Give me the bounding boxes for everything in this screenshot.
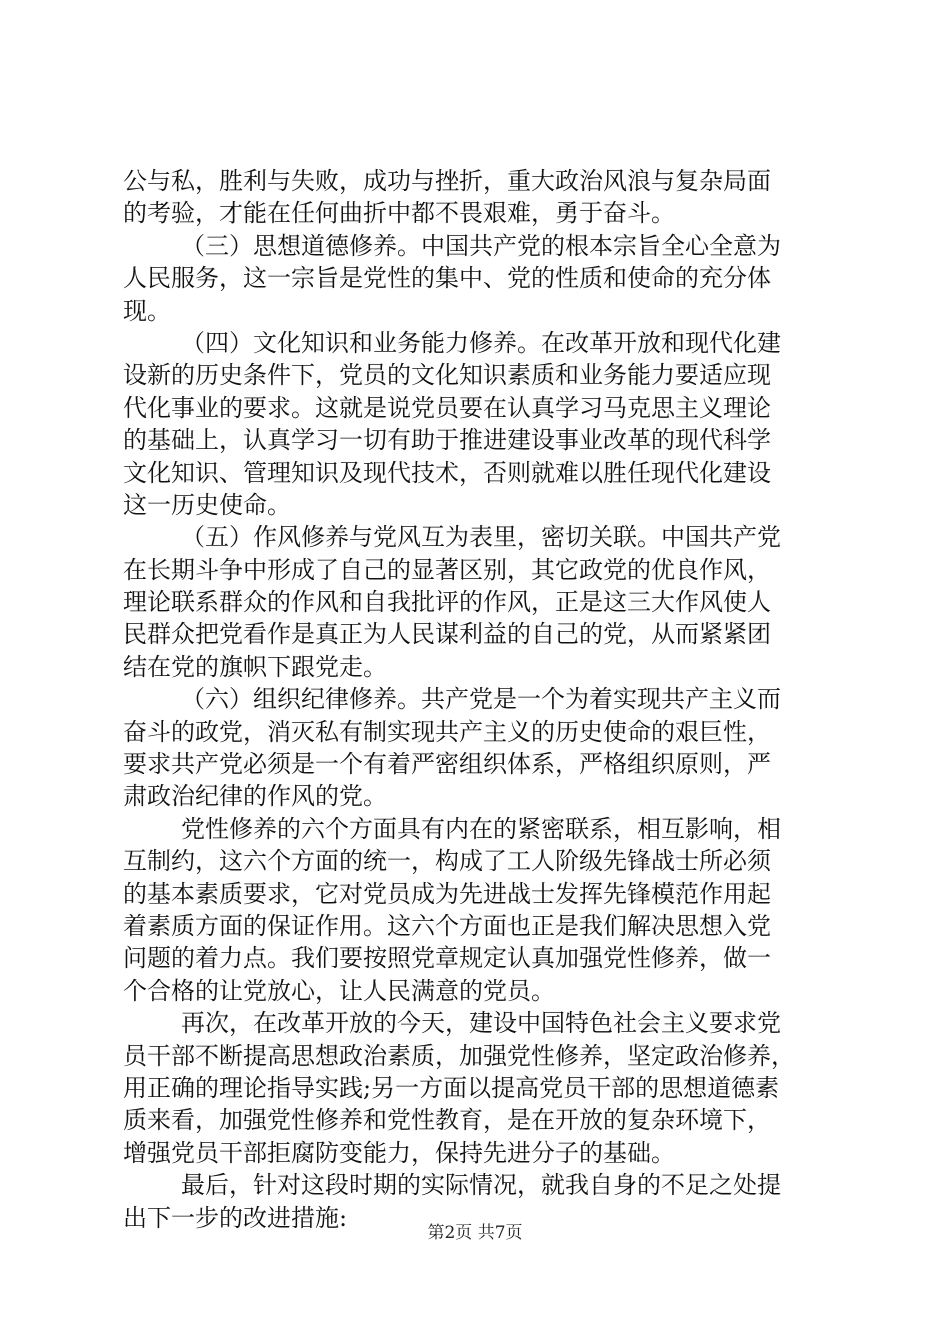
text-line: 现。 [123,296,171,325]
page-footer: 第2页 共7页 [427,1223,523,1243]
text-line: 最后，针对这段时期的实际情况，就我自身的不足之处提 [181,1171,781,1200]
text-line: 民群众把党看作是真正为人民谋利益的自己的党，从而紧紧团 [123,620,771,649]
text-line: 的基本素质要求，它对党员成为先进战士发挥先锋模范作用起 [123,879,771,908]
text-line: 在长期斗争中形成了自己的显著区别，其它政党的优良作风， [123,555,771,584]
text-line: 肃政治纪律的作风的党。 [123,782,387,811]
text-line: 理论联系群众的作风和自我批评的作风，正是这三大作风使人 [123,588,771,617]
text-line: 再次，在改革开放的今天，建设中国特色社会主义要求党 [181,1009,781,1038]
text-line: （五）作风修养与党风互为表里，密切关联。中国共产党 [181,523,781,552]
text-line: （四）文化知识和业务能力修养。在改革开放和现代化建 [181,328,781,357]
text-line: 人民服务，这一宗旨是党性的集中、党的性质和使命的充分体 [123,264,771,293]
text-line: 质来看，加强党性修养和党性教育，是在开放的复杂环境下， [123,1106,771,1135]
text-line: 文化知识、管理知识及现代技术，否则就难以胜任现代化建设 [123,458,771,487]
text-line: （三）思想道德修养。中国共产党的根本宗旨全心全意为 [181,231,781,260]
text-line: 问题的着力点。我们要按照党章规定认真加强党性修养，做一 [123,944,771,973]
text-line: 用正确的理论指导实践;另一方面以提高党员干部的思想道德素 [123,1073,780,1102]
text-line: 党性修养的六个方面具有内在的紧密联系，相互影响，相 [181,814,781,843]
text-line: 结在党的旗帜下跟党走。 [123,652,387,681]
text-line: 互制约，这六个方面的统一，构成了工人阶级先锋战士所必须 [123,847,771,876]
text-line: （六）组织纪律修养。共产党是一个为着实现共产主义而 [181,685,781,714]
text-line: 出下一步的改进措施: [123,1203,348,1232]
text-line: 的考验，才能在任何曲折中都不畏艰难，勇于奋斗。 [123,199,675,228]
text-line: 个合格的让党放心，让人民满意的党员。 [123,976,555,1005]
text-line: 奋斗的政党，消灭私有制实现共产主义的历史使命的艰巨性， [123,717,771,746]
text-line: 着素质方面的保证作用。这六个方面也正是我们解决思想入党 [123,911,771,940]
text-line: 代化事业的要求。这就是说党员要在认真学习马克思主义理论 [123,393,771,422]
text-line: 员干部不断提高思想政治素质，加强党性修养，坚定政治修养， [123,1041,795,1070]
text-line: 要求共产党必须是一个有着严密组织体系，严格组织原则，严 [123,750,771,779]
body-text [123,165,838,1234]
text-line: 公与私，胜利与失败，成功与挫折，重大政治风浪与复杂局面 [123,167,771,195]
text-line: 的基础上，认真学习一切有助于推进建设事业改革的现代科学 [123,426,771,455]
text-line: 设新的历史条件下，党员的文化知识素质和业务能力要适应现 [123,361,771,390]
text-line: 增强党员干部拒腐防变能力，保持先进分子的基础。 [123,1138,675,1167]
text-line: 这一历史使命。 [123,490,291,519]
